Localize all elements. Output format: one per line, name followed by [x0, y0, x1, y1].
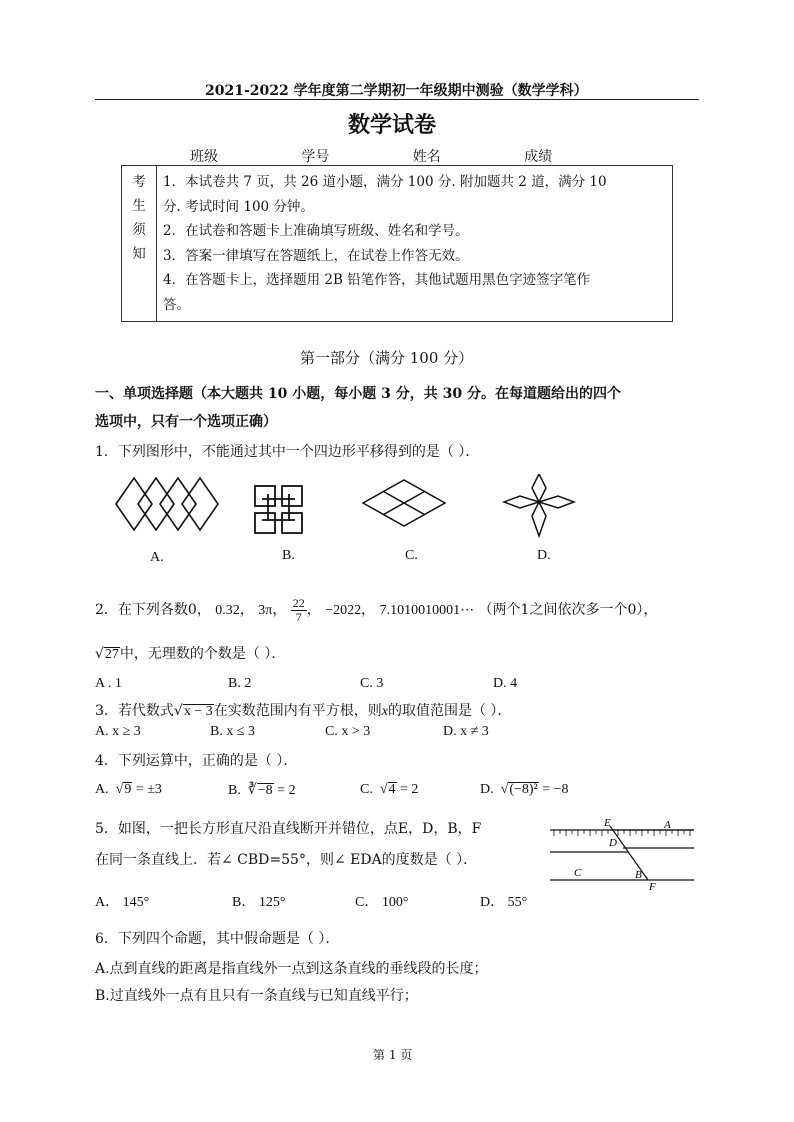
question-5-cont: 在同一条直线上．若∠ CBD=55°，则∠ EDA的度数是（ ）．: [95, 852, 478, 868]
notice-label: 考 生 须 知: [122, 166, 157, 322]
question-4: 4．下列运算中，正确的是（ ）．: [95, 753, 298, 769]
class-label: 班级: [190, 149, 218, 165]
q4-option-d[interactable]: D. √(−8)² = −8: [480, 782, 569, 797]
q1-figures: [100, 474, 580, 546]
q1-option-c[interactable]: C.: [405, 548, 418, 563]
notice-item: 3．答案一律填写在答题纸上，在试卷上作答无效。: [163, 247, 469, 264]
figure-d-flower: [504, 474, 574, 536]
three-pi: 3π: [258, 603, 273, 618]
q2-option-c[interactable]: C. 3: [360, 676, 384, 691]
page-number: 第 1 页: [373, 1048, 413, 1062]
score-field[interactable]: [552, 151, 622, 166]
notice-item: 分. 考试时间 100 分钟。: [163, 198, 314, 215]
name-label: 姓名: [412, 149, 441, 165]
question-1: 1．下列图形中，不能通过其中一个四边形平移得到的是（ ）．: [95, 444, 480, 460]
q4-option-c[interactable]: C. √4 = 2: [360, 782, 419, 797]
student-id-field[interactable]: [329, 151, 399, 166]
q2-option-b[interactable]: B. 2: [228, 676, 252, 691]
q1-option-a[interactable]: A.: [150, 550, 164, 565]
q6-option-a[interactable]: A.点到直线的距离是指直线外一点到这条直线的垂线段的长度；: [95, 961, 488, 977]
class-field[interactable]: [218, 151, 288, 166]
page-title: 数学试卷: [348, 112, 437, 138]
exam-header: 2021-2022 学年度第二学期初一年级期中测验（数学学科）: [205, 83, 588, 99]
q2-option-d[interactable]: D. 4: [493, 676, 518, 691]
notice-item: 4．在答题卡上，选择题用 2B 铅笔作答，其他试题用黑色字迹签字笔作: [163, 272, 591, 288]
q1-option-b[interactable]: B.: [282, 548, 295, 563]
section-heading-cont: 选项中，只有一个选项正确）: [95, 414, 277, 430]
name-field[interactable]: [441, 151, 511, 166]
notice-item: 2．在试卷和答题卡上准确填写班级、姓名和学号。: [163, 223, 469, 239]
question-3: 3．若代数式√x − 3在实数范围内有平方根，则x的取值范围是（ ）．: [95, 703, 512, 719]
label-d: D: [609, 837, 617, 849]
q5-option-d[interactable]: D． 55°: [480, 895, 528, 910]
q6-option-b[interactable]: B.过直线外一点有且只有一条直线与已知直线平行；: [95, 988, 418, 1004]
section-heading: 一、单项选择题（本大题共 10 小题，每小题 3 分，共 30 分。在每道题给出的四个: [95, 386, 621, 402]
question-6: 6．下列四个命题，其中假命题是（ ）．: [95, 931, 340, 947]
q5-ruler-figure: [548, 814, 698, 894]
q2-option-a[interactable]: A . 1: [95, 676, 122, 691]
q5-option-c[interactable]: C． 100°: [355, 895, 409, 910]
q3-option-a[interactable]: A. x ≥ 3: [95, 724, 141, 739]
fraction-22-7: $\frac{22}{7}$: [292, 595, 305, 624]
label-c: C: [574, 867, 582, 879]
label-e: E: [604, 817, 611, 829]
header-rule: [95, 99, 699, 100]
figure-b-squares: [255, 486, 302, 533]
question-2: 2．在下列各数0， 0.32， 3π， $\frac{22}{7}$ ， −2022， 7.1010010001⋯ （两个1之间依次多一个0），: [95, 595, 658, 624]
q4-option-b[interactable]: B. ∛−8 = 2: [228, 783, 296, 798]
figure-a-diamonds: [116, 478, 218, 530]
question-2-cont: √27中，无理数的个数是（ ）．: [95, 646, 286, 662]
part-title: 第一部分（满分 100 分）: [300, 349, 474, 367]
label-b: B: [635, 869, 642, 881]
q1-option-d[interactable]: D.: [537, 548, 551, 563]
repeating-decimal: 0.32: [215, 603, 240, 618]
figure-c-rhombus-grid: [363, 480, 445, 526]
student-id-label: 学号: [301, 149, 330, 165]
notice-box: [121, 165, 673, 322]
q5-option-b[interactable]: B． 125°: [232, 895, 286, 910]
notice-item: 1．本试卷共 7 页，共 26 道小题，满分 100 分. 附加题共 2 道，满分 10: [163, 174, 607, 190]
q3-option-c[interactable]: C. x > 3: [325, 724, 371, 739]
label-a: A: [664, 819, 671, 831]
q3-option-b[interactable]: B. x ≤ 3: [210, 724, 256, 739]
notice-items: [157, 166, 673, 322]
q5-option-a[interactable]: A． 145°: [95, 895, 150, 910]
label-f: F: [649, 881, 656, 893]
notice-item: 答。: [163, 296, 190, 313]
student-info-row: [190, 146, 622, 166]
q4-option-a[interactable]: A. √9 = ±3: [95, 782, 162, 797]
score-label: 成绩: [524, 149, 553, 165]
question-5: 5．如图，一把长方形直尺沿直线断开并错位，点E，D，B，F: [95, 821, 482, 837]
q3-option-d[interactable]: D. x ≠ 3: [443, 724, 489, 739]
